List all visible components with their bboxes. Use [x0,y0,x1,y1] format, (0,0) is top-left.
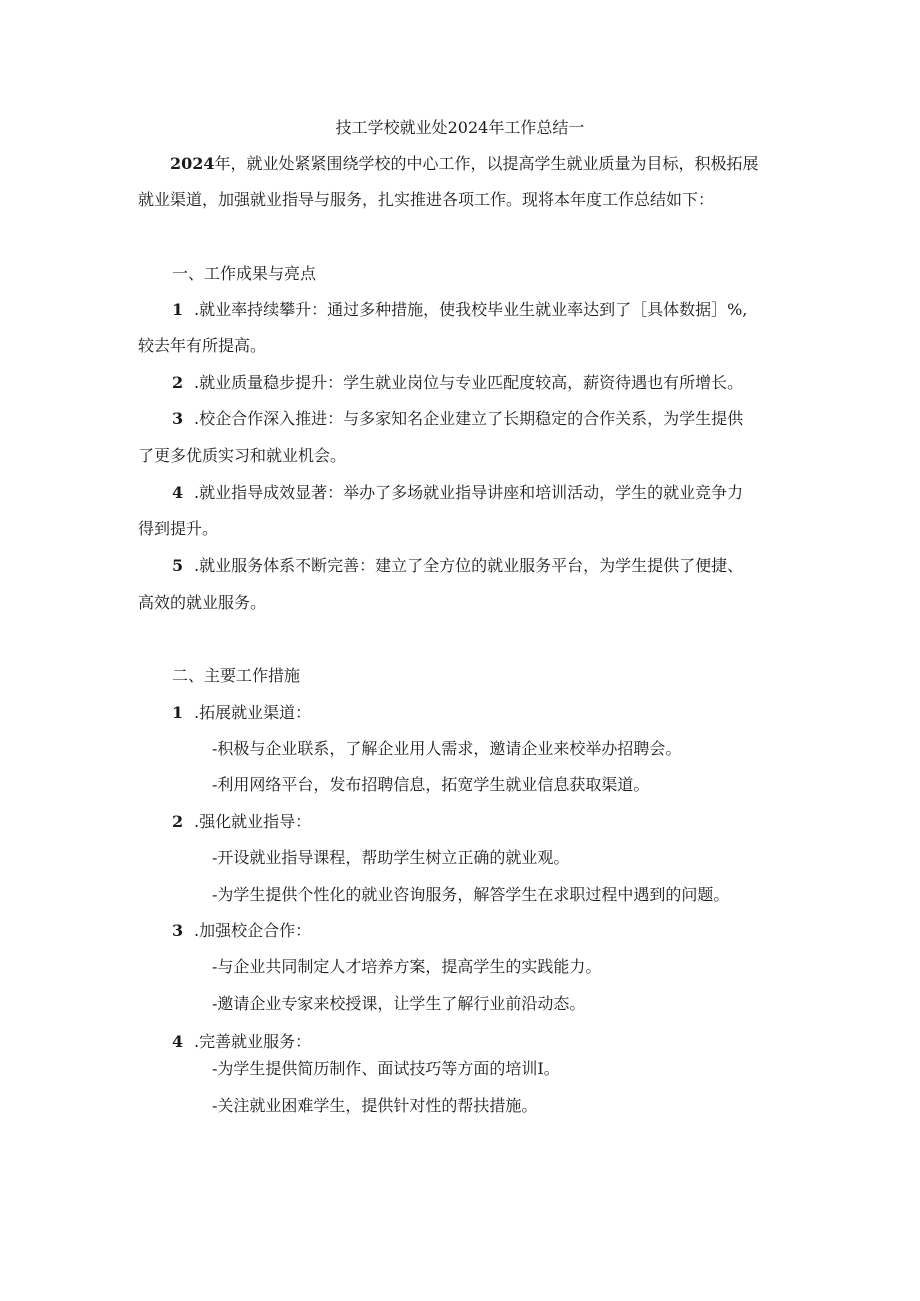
section1-heading: 一、工作成果与亮点 [172,264,317,283]
item-number: 4 [172,483,184,502]
section1-item-3-cont: 了更多优质实习和就业机会。 [138,446,347,465]
item-number: 4 [172,1032,184,1051]
section1-item-3 [172,409,743,429]
section1-item-5-cont: 高效的就业服务。 [138,593,267,612]
item-number: 5 [172,556,184,575]
intro-line-2: 就业渠道，加强就业指导与服务，扎实推进各项工作。现将本年度工作总结如下： [138,190,715,209]
item-number: 1 [172,300,184,319]
item-number: 3 [172,409,184,428]
section2-item-2-sub-2: -为学生提供个性化的就业咨询服务，解答学生在求职过程中遇到的问题。 [212,885,730,904]
section2-item-4 [172,1032,311,1052]
item-text: .就业服务体系不断完善：建立了全方位的就业服务平台，为学生提供了便捷、 [194,556,744,575]
section2-heading: 二、主要工作措施 [172,666,301,685]
item-text: .就业质量稳步提升：学生就业岗位与专业匹配度较高，薪资待遇也有所增长。 [194,373,744,392]
section2-item-1 [172,703,311,723]
section2-item-1-sub-2: -利用网络平台，发布招聘信息，拓宽学生就业信息获取渠道。 [212,775,650,794]
intro-year: 2024 [170,154,215,173]
item-number: 3 [172,921,184,940]
section2-item-3-sub-1: -与企业共同制定人才培养方案，提高学生的实践能力。 [212,957,602,976]
section2-item-3-sub-2: -邀请企业专家来校授课，让学生了解行业前沿动态。 [212,994,586,1013]
intro-line-1 [170,154,759,174]
section2-item-4-sub-2: -关注就业困难学生，提供针对性的帮扶措施。 [212,1096,538,1115]
item-label: .完善就业服务： [194,1032,312,1051]
item-number: 2 [172,373,184,392]
item-number: 1 [172,703,184,722]
item-label: .拓展就业渠道： [194,703,312,722]
intro-line-1-text: 年，就业处紧紧围绕学校的中心工作，以提高学生就业质量为目标，积极拓展 [214,154,759,173]
section1-item-1 [172,300,747,320]
section1-item-4-cont: 得到提升。 [138,519,219,538]
item-text: .校企合作深入推进：与多家知名企业建立了长期稳定的合作关系，为学生提供 [194,409,744,428]
section1-item-4 [172,483,743,503]
item-number: 2 [172,812,184,831]
section1-item-1-cont: 较去年有所提高。 [138,336,267,355]
document-title: 技工学校就业处2024年工作总结一 [335,118,585,137]
item-text: .就业率持续攀升：通过多种措施，使我校毕业生就业率达到了［具体数据］%, [194,300,748,319]
section2-item-1-sub-1: -积极与企业联系，了解企业用人需求，邀请企业来校举办招聘会。 [212,739,682,758]
section2-item-2-sub-1: -开设就业指导课程，帮助学生树立正确的就业观。 [212,848,570,867]
section2-item-3 [172,921,311,941]
item-label: .强化就业指导： [194,812,312,831]
item-text: .就业指导成效显著：举办了多场就业指导讲座和培训活动，学生的就业竞争力 [194,483,744,502]
section2-item-2 [172,812,311,832]
item-label: .加强校企合作： [194,921,312,940]
section1-item-2 [172,373,743,393]
section2-item-4-sub-1: -为学生提供简历制作、面试技巧等方面的培训I。 [212,1059,560,1078]
section1-item-5 [172,556,743,576]
